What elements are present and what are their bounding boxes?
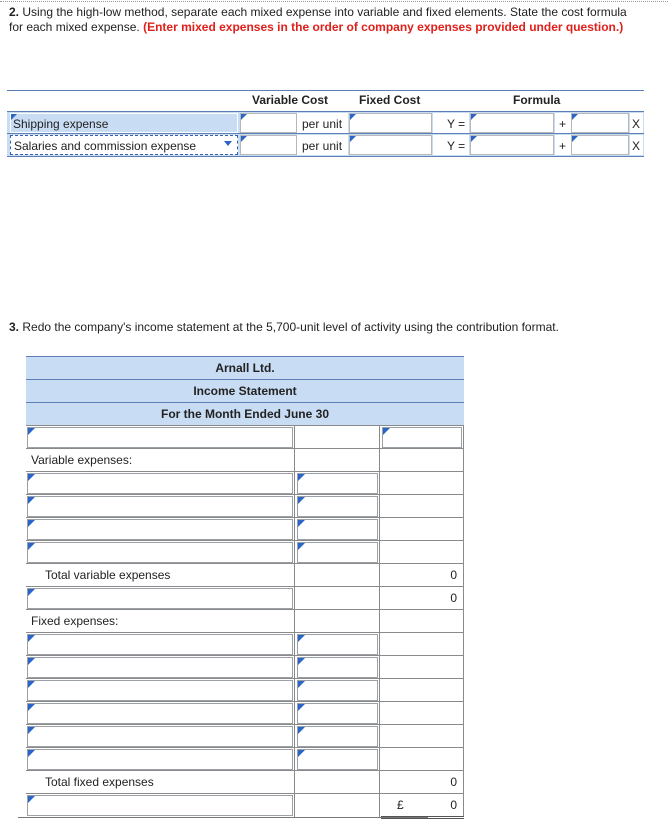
line-item-select[interactable] [27,496,293,517]
total-variable-value: 0 [450,568,457,582]
formula-fixed-input-2[interactable] [470,135,554,155]
y-equals-label: Y = [447,117,466,131]
header-fixed-cost: Fixed Cost [359,93,421,107]
input-flag-icon [298,497,305,504]
line-item-select[interactable] [27,703,293,724]
statement-period: For the Month Ended June 30 [26,402,464,425]
input-flag-icon [471,114,477,120]
input-flag-icon [28,520,35,527]
y-equals-label: Y = [447,139,466,153]
table-row [7,111,644,134]
input-flag-icon [241,136,247,142]
input-flag-icon [11,114,17,120]
input-flag-icon [28,474,35,481]
contribution-margin-value: 0 [450,591,457,605]
question-3-text: Redo the company's income statement at the 5,700-unit level of activity using the contribution format. [22,320,559,334]
input-flag-icon [471,136,477,142]
input-flag-icon [383,428,390,435]
line-item-select[interactable] [27,634,293,655]
currency-symbol: £ [397,798,404,812]
statement-row [26,701,464,724]
input-flag-icon [298,520,305,527]
expense-select-value: Salaries and commission expense [14,139,197,153]
formula-fixed-input-1[interactable] [470,113,554,133]
line-item-select[interactable] [27,427,293,448]
chevron-down-icon[interactable] [224,141,232,146]
fixed-cost-input-2[interactable] [349,135,432,155]
formula-variable-input-1[interactable] [571,113,629,133]
input-flag-icon [28,727,35,734]
statement-row [26,770,464,793]
input-flag-icon [28,543,35,550]
variable-cost-input-2[interactable] [240,135,297,155]
input-flag-icon [298,474,305,481]
statement-row [26,747,464,770]
input-flag-icon [28,796,35,803]
amount-input[interactable] [297,542,378,563]
question-2-number: 2. [9,5,20,19]
amount-input[interactable] [297,496,378,517]
input-flag-icon [28,658,35,665]
fixed-expenses-label: Fixed expenses: [31,614,119,628]
variable-expenses-label: Variable expenses: [31,453,133,467]
input-flag-icon [572,114,578,120]
per-unit-label: per unit [302,139,343,153]
question-3-number: 3. [9,320,20,334]
input-flag-icon [241,114,247,120]
line-item-select[interactable] [27,795,293,816]
statement-row [26,724,464,747]
per-unit-label: per unit [302,117,343,131]
high-low-table [7,87,644,157]
statement-row [26,655,464,678]
question-3 [9,320,559,334]
statement-row [26,448,464,471]
top-divider [0,1,668,2]
statement-row [26,678,464,701]
question-2-text: Using the high-low method, separate each mixed expense into variable and fixed elements. State the cost formula for each mixed expense. [9,5,627,34]
statement-row [26,586,464,609]
line-item-select[interactable] [27,473,293,494]
input-flag-icon [28,704,35,711]
x-label: X [632,139,641,153]
input-flag-icon [28,497,35,504]
amount-input[interactable] [297,749,378,770]
question-2 [9,5,639,35]
fixed-cost-input-1[interactable] [349,113,432,133]
amount-input[interactable] [297,634,378,655]
line-item-select[interactable] [27,726,293,747]
input-flag-icon [298,750,305,757]
line-item-select[interactable] [27,542,293,563]
input-flag-icon [28,635,35,642]
statement-row [26,540,464,563]
plus-label: + [559,139,567,153]
amount-input[interactable] [297,680,378,701]
input-flag-icon [298,658,305,665]
header-formula: Formula [513,93,561,107]
input-flag-icon [298,727,305,734]
amount-input[interactable] [297,519,378,540]
amount-input[interactable] [382,427,462,448]
bottom-divider [18,817,428,818]
input-flag-icon [298,635,305,642]
x-label: X [632,117,641,131]
amount-input[interactable] [297,703,378,724]
net-income-value: 0 [450,798,457,812]
statement-row [26,563,464,586]
input-flag-icon [298,704,305,711]
line-item-select[interactable] [27,657,293,678]
expense-select-value: Shipping expense [13,117,109,131]
statement-row [26,517,464,540]
total-variable-label: Total variable expenses [45,568,171,582]
statement-row [26,471,464,494]
line-item-select[interactable] [27,588,293,609]
input-flag-icon [350,114,356,120]
statement-title: Income Statement [26,379,464,402]
statement-row [26,609,464,632]
input-flag-icon [28,589,35,596]
expense-select-2[interactable] [10,135,238,155]
line-item-select[interactable] [27,749,293,770]
input-flag-icon [350,136,356,142]
statement-row [26,632,464,655]
input-flag-icon [28,428,35,435]
input-flag-icon [572,136,578,142]
expense-select-1[interactable] [10,113,238,133]
statement-company: Arnall Ltd. [26,356,464,379]
formula-variable-input-2[interactable] [571,135,629,155]
statement-row [26,793,464,816]
statement-row [26,425,464,448]
line-item-select[interactable] [27,519,293,540]
question-2-instruction: (Enter mixed expenses in the order of company expenses provided under question.) [143,20,624,34]
total-fixed-value: 0 [450,775,457,789]
variable-cost-input-1[interactable] [240,113,297,133]
line-item-select[interactable] [27,680,293,701]
table-row [7,133,644,156]
amount-input[interactable] [297,657,378,678]
input-flag-icon [28,681,35,688]
header-variable-cost: Variable Cost [252,93,329,107]
input-flag-icon [298,543,305,550]
input-flag-icon [28,750,35,757]
statement-row [26,494,464,517]
table-bottom-border [7,156,644,157]
plus-label: + [559,117,567,131]
input-flag-icon [298,681,305,688]
amount-input[interactable] [297,726,378,747]
total-fixed-label: Total fixed expenses [45,775,154,789]
amount-input[interactable] [297,473,378,494]
